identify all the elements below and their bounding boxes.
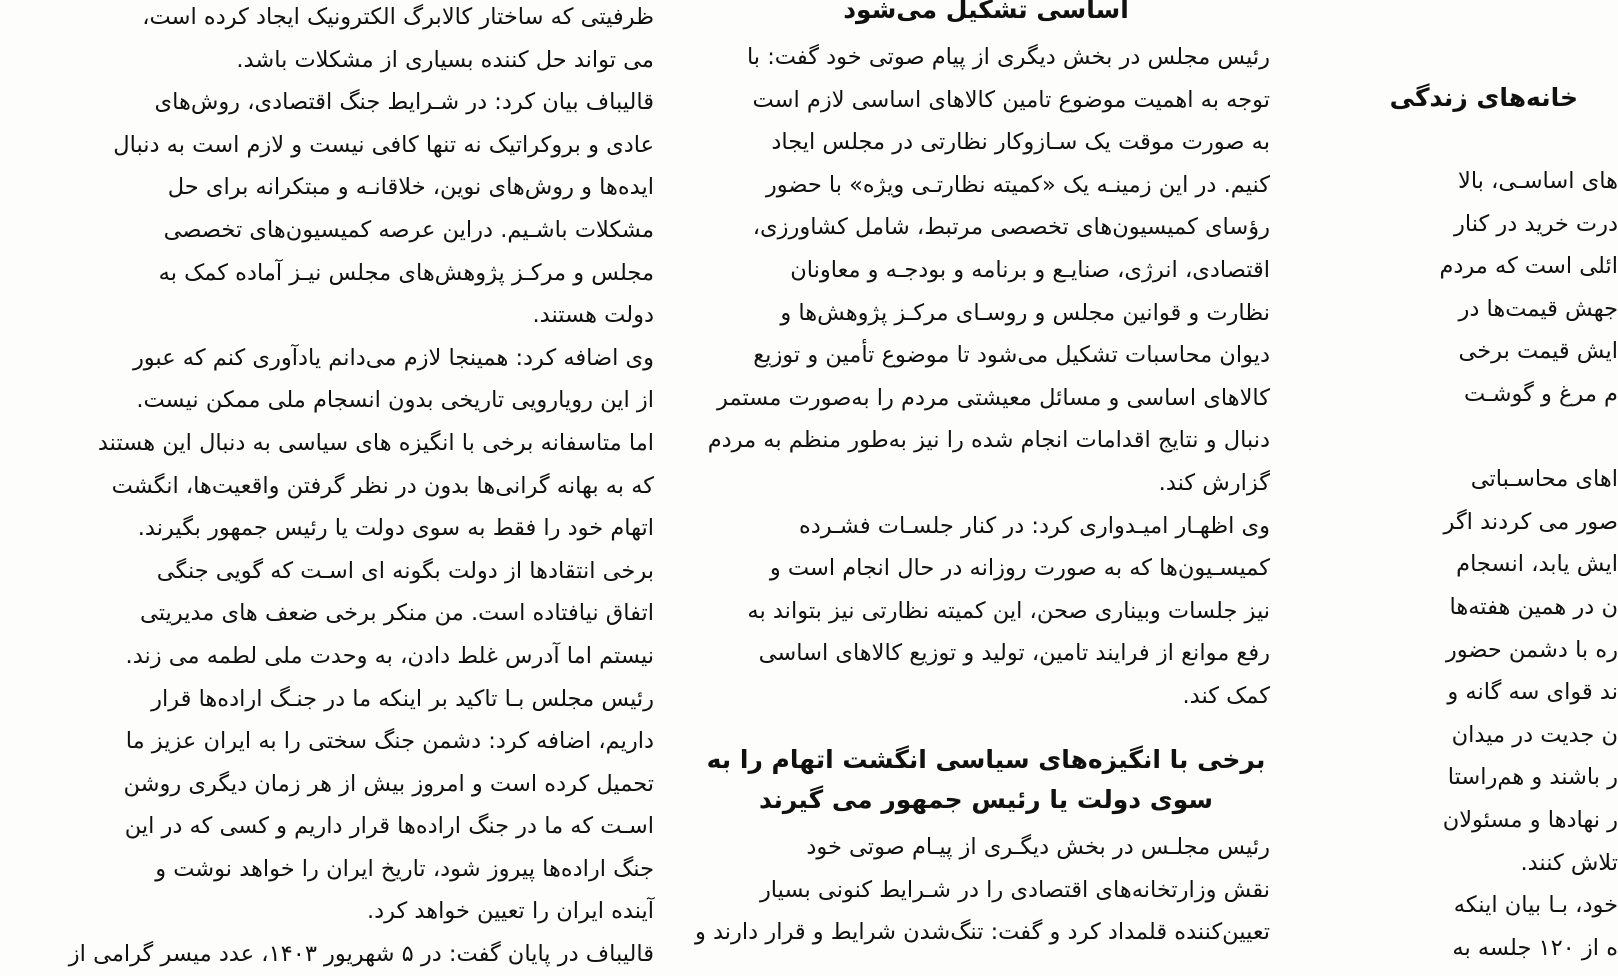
article-column-right (1318, 160, 1618, 969)
text-line: ره با دشمن حضور (1445, 636, 1618, 663)
text-line: می تواند حل کننده بسیاری از مشکلات باشد. (236, 46, 654, 73)
text-line: قالیباف در پایان گفت: در ۵ شهریور ۱۴۰۳، عدد میسر گرامی از (68, 941, 654, 968)
text-line: نظارت و قوانین مجلس و روسـای مرکـز پژوهش‌ها و (780, 299, 1270, 326)
text-line: آینده ایران را تعیین خواهد کرد. (366, 898, 654, 925)
text-line: رئیس مجلس بـا تاکید بر اینکه ما در جنـگ اراده‌ها قرار (151, 685, 654, 712)
article-column-left (68, 0, 654, 976)
text-line: که به بهانه گرانی‌ها بدون در نظر گرفتن واقعیت‌ها، انگشت (111, 472, 654, 499)
text-line: دولت هستند. (532, 302, 654, 329)
text-line: داریم، اضافه کرد: دشمن جنگ سختی را به ایران عزیز ما (125, 728, 654, 755)
text-line: نیستم اما آدرس غلط دادن، به وحدت ملی لطمه می زند. (125, 642, 654, 669)
text-line: نقش وزارتخانه‌های اقتصادی را در شـرایط کنونی بسیار (759, 876, 1270, 903)
text-line: کنیم. در این زمینـه یک «کمیته نظارتـی ویژه» با حضور (765, 171, 1270, 198)
text-line: نیز جلسات وبیناری صحن، این کمیته نظارتی نیز بتواند به (747, 597, 1270, 624)
section-heading-political-blame (702, 740, 1270, 820)
text-line: توجه به اهمیت موضوع تامین کالاهای اساسی لازم است (752, 86, 1270, 113)
text-line: خود، بـا بیان اینکه (1453, 892, 1618, 919)
article-column-middle-body-1 (702, 36, 1270, 718)
text-line: مجلس و مرکـز پژوهش‌های مجلس نیـز آماده کمک به (158, 259, 654, 286)
text-line: رئیس مجلس در بخش دیگری از پیام صوتی خود گفت: با (746, 44, 1270, 70)
text-line: ن در همین هفته‌ها (1449, 593, 1618, 620)
text-line: اهای محاسـباتی (1470, 466, 1618, 493)
text-line: کمیسـیون‌ها که به صورت روزانه در حال انجام است و (769, 555, 1270, 582)
section-heading-right: خانه‌های زندگی (1389, 83, 1578, 112)
text-line: از این رویارویی تاریخی بدون انسجام ملی ممکن نیست. (136, 387, 654, 414)
text-line: تعیین‌کننده قلمداد کرد و گفت: تنگ‌شدن شرایط و قرار دارند و (694, 919, 1270, 946)
text-line: رفع موانع از فرایند تامین، تولید و توزیع کالاهای اساسی (758, 640, 1270, 667)
text-line: ایش قیمت برخی (1458, 338, 1618, 365)
text-line: ظرفیتی که ساختار کالابرگ الکترونیک ایجاد کرده است، (142, 4, 654, 30)
text-line: دنبال و نتایج اقدامات انجام شده را نیز به‌طور منظم به مردم (707, 427, 1270, 454)
text-line: درت خرید در کنار (1453, 210, 1618, 237)
text-line: گزارش کند. (1158, 469, 1270, 496)
text-line: اتهام خود را فقط به سوی دولت یا رئیس جمهور بگیرند. (137, 515, 654, 542)
text-line: ایده‌ها و روش‌های نوین، خلاقانـه و مبتکرانه برای حل (167, 174, 654, 201)
text-line: جنگ اراده‌ها پیروز شود، تاریخ ایران را خواهد نوشت و (155, 855, 654, 882)
text-line: قالیباف بیان کرد: در شـرایط جنگ اقتصادی، روش‌های (154, 89, 654, 116)
section-heading-top: اساسی تشکیل می‌شود (843, 0, 1129, 24)
text-line: به صورت موقت یک سـازوکار نظارتی در مجلس ایجاد (771, 129, 1270, 156)
text-line: رئیس مجلـس در بخش دیگـری از پیـام صوتی خود (806, 834, 1270, 860)
text-line: ائلی است که مردم (1439, 253, 1618, 280)
text-line: جهش قیمت‌ها در (1458, 295, 1618, 322)
text-line: کالاهای اساسی و مسائل معیشتی مردم را به‌صورت مستمر (717, 384, 1270, 411)
text-line: م مرغ و گوشـت (1463, 380, 1618, 407)
text-line: وی اظهـار امیـدواری کرد: در کنار جلسـات فشـرده (798, 512, 1270, 539)
text-line: ر باشند و هم‌راستا (1447, 764, 1618, 791)
heading-line-2: سوی دولت یا رئیس جمهور می گیرند (759, 785, 1213, 814)
text-line: وی اضافه کرد: همینجا لازم می‌دانم یادآوری کنم که عبور (132, 344, 654, 371)
text-line: اتفاق نیافتاده است. من منکر برخی ضعف های مدیریتی (139, 600, 654, 627)
text-line: ه از ۱۲۰ جلسه به (1452, 934, 1618, 961)
text-line: مشکلات باشـیم. دراین عرصه کمیسیون‌های تخصصی (163, 216, 654, 243)
text-line (1318, 416, 1618, 459)
text-line: اسـت که ما در جنگ اراده‌ها قرار داریم و کسی که در این (124, 813, 654, 840)
text-line: ن جدیت در میدان (1451, 721, 1618, 748)
text-line: اقتصادی، انرژی، صنایـع و برنامه و بودجـه و معاونان (790, 256, 1270, 283)
text-line: کمک کند. (1182, 682, 1270, 709)
text-line: تلاش کنند. (1520, 849, 1618, 876)
text-line: اما متاسفانه برخی با انگیزه های سیاسی به دنبال این هستند (97, 429, 654, 456)
text-line: ر نهادها و مسئولان (1442, 806, 1618, 833)
text-line: دیوان محاسبات تشکیل می‌شود تا موضوع تأمین و توزیع (753, 342, 1270, 369)
text-line: عادی و بروکراتیک نه تنها کافی نیست و لازم است به دنبال (113, 131, 654, 158)
text-line: تحمیل کرده است و امروز بیش از هر زمان دیگری روشن (123, 770, 654, 797)
text-line: ایش یابد، انسجام (1456, 551, 1618, 578)
text-line: ند قوای سه گانه و (1447, 679, 1618, 706)
text-line: های اساسـی، بالا (1457, 168, 1618, 194)
text-line: رؤسای کمیسیون‌های تخصصی مرتبط، شامل کشاورزی، (752, 214, 1270, 241)
heading-line-1: برخی با انگیزه‌های سیاسی انگشت اتهام را به (706, 745, 1266, 774)
article-column-middle-body-2 (694, 826, 1270, 954)
text-line: برخی انتقادها از دولت بگونه ای اسـت که گویی جنگی (156, 557, 654, 584)
text-line: صور می کردند اگر (1443, 508, 1618, 535)
